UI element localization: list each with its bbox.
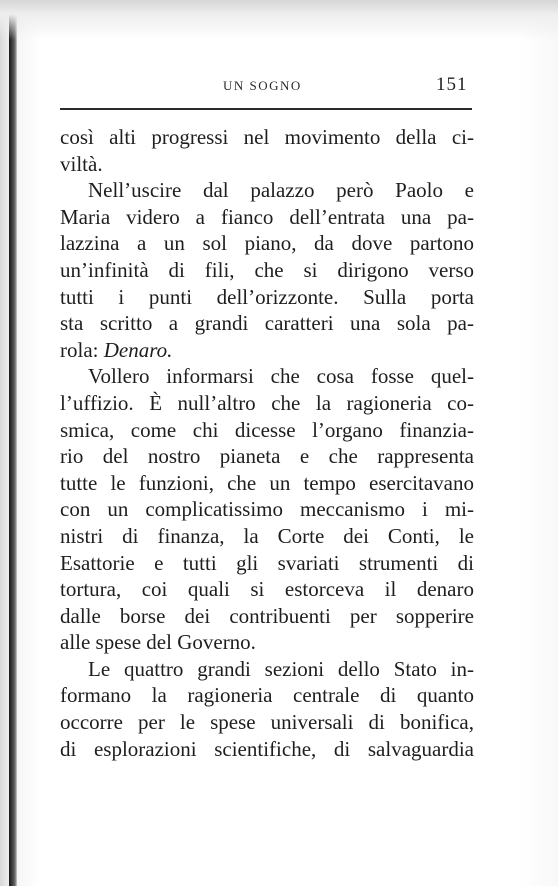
text-line: occorre per le spese universali di bonifica, <box>60 710 474 735</box>
text-line: Le quattro grandi sezioni dello Stato in- <box>88 656 474 681</box>
header-rule <box>60 108 472 110</box>
text-line: tutte le funzioni, che un tempo esercitavano <box>60 470 474 495</box>
text-line: Maria videro a fianco dell’entrata una pa- <box>60 204 474 229</box>
text-fragment: rola: <box>60 337 104 362</box>
text-line: dalle borse dei contribuenti per sopperire <box>60 603 474 628</box>
text-line: tortura, coi quali si estorceva il denaro <box>60 577 474 602</box>
text-line: lazzina a un sol piano, da dove partono <box>60 231 474 256</box>
text-line: sta scritto a grandi caratteri una sola pa- <box>60 311 474 336</box>
top-edge-shading <box>0 0 558 40</box>
page-number: 151 <box>436 74 468 95</box>
text-line: con un complicatissimo meccanismo i mi- <box>60 497 474 522</box>
text-line <box>60 337 474 364</box>
text-line: smica, come chi dicesse l’organo finanzia- <box>60 417 474 442</box>
text-line: Nell’uscire dal palazzo però Paolo e <box>88 178 474 203</box>
running-title: UN SOGNO <box>223 78 302 93</box>
text-line: formano la ragioneria centrale di quanto <box>60 683 474 708</box>
body-text <box>60 124 474 762</box>
emphasized-word: Denaro. <box>103 337 173 362</box>
text-line: Vollero informarsi che cosa fosse quel- <box>88 364 474 389</box>
text-line: Esattorie e tutti gli svariati strumenti di <box>60 550 474 575</box>
text-line: rio del nostro pianeta e che rappresenta <box>60 444 474 469</box>
text-line: viltà. <box>60 151 103 176</box>
text-line: nistri di finanza, la Corte dei Conti, le <box>60 523 474 548</box>
text-line: tutti i punti dell’orizzonte. Sulla porta <box>60 284 474 309</box>
binding-edge <box>9 0 17 886</box>
text-line: di esplorazioni scientifiche, di salvaguardia <box>60 736 474 761</box>
binding-shadow <box>0 0 9 886</box>
text-line: così alti progressi nel movimento della ci- <box>60 125 474 149</box>
text-line: un’infinità di fili, che si dirigono verso <box>60 257 474 282</box>
text-line: alle spese del Governo. <box>60 630 256 655</box>
text-line: l’uffizio. È null’altro che la ragioneria co- <box>60 390 474 415</box>
